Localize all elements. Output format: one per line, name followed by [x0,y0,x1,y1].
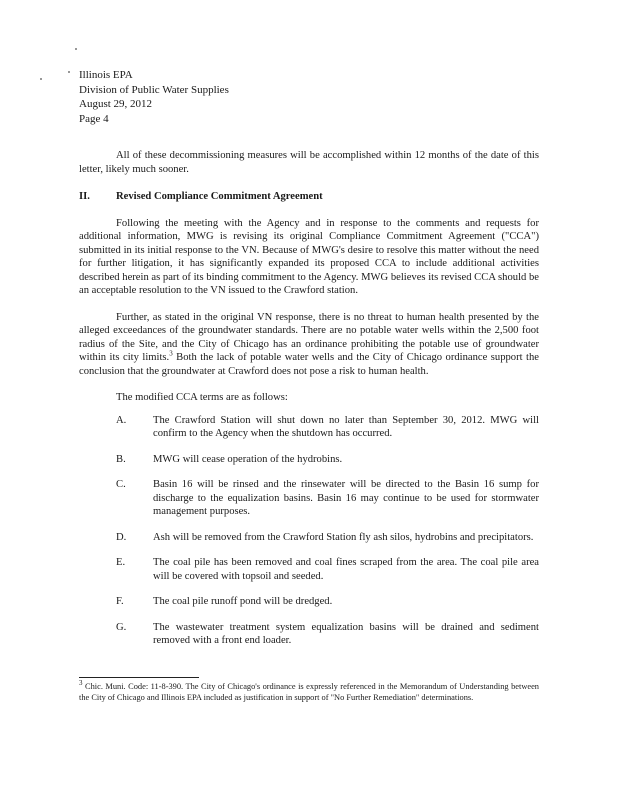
section-heading [79,190,539,204]
list-item-letter: G. [116,621,127,633]
footnote [79,681,539,703]
list-item-letter: B. [116,453,126,465]
list-item-letter: F. [116,596,124,607]
list-item [79,621,539,648]
list-intro: The modified CCA terms are as follows: [116,392,288,403]
list-item-text: Ash will be removed from the Crawford Station fly ash silos, hydrobins and precipitators. [153,531,534,543]
header-recipient: Illinois EPA [79,69,133,81]
paragraph-human-health-main: Further, as stated in the original VN response, there is no threat to human health presented by the alleged exceedances of the groundwater standards. There are no potable water wells within the 2,500 foot radius of the Site, and the City of Chicago has an ordinance prohibiting the potable use of groundwater within its city limits. [79,311,539,363]
section-title: Revised Compliance Commitment Agreement [116,191,323,202]
paragraph-decommissioning: All of these decommissioning measures will be accomplished within 12 months of the date of this letter, likely much sooner. [79,150,539,175]
list-item [79,595,539,609]
list-item [79,531,539,545]
list-item-text: The coal pile has been removed and coal fines scraped from the area. The coal pile area will be covered with topsoil and seeded. [153,557,539,582]
list-item-text: MWG will cease operation of the hydrobins. [153,453,343,465]
paragraph-human-health [79,311,539,379]
paragraph-human-health-tail: Both the lack of potable water wells and the City of Chicago ordinance support the conclusion that the groundwater at Crawford does not pose a risk to human health. [79,352,539,377]
list-item-letter: E. [116,557,126,568]
list-item-text: Basin 16 will be rinsed and the rinsewater will be directed to the Basin 16 sump for discharge to the equalization basins. Basin 16 may continue to be used for stormwater management purposes. [153,479,539,517]
header-page-number: Page 4 [79,112,109,125]
cca-terms-list [79,414,539,648]
paragraph-revised-cca: Following the meeting with the Agency and in response to the comments and requests for additional information, MWG is revising its original Compliance Commitment Agreement ("CCA") submitted in its initial response to the VN. Because of MWG's desire to resolve this matter without the need for further litigation, it has significantly expanded its proposed CCA to include additional activities described herein as part of its binding commitment to the Agency. MWG believes its revised CCA should be an acceptable resolution to the VN issued to the Crawford station. [79,217,539,296]
list-item [79,478,539,519]
list-item [79,414,539,441]
header-date: August 29, 2012 [79,98,153,110]
footnote-divider [79,677,199,678]
list-item-letter: D. [116,531,127,543]
list-item-letter: A. [116,414,127,426]
letter-body [79,149,539,660]
list-item-letter: C. [116,479,126,490]
section-number: II. [79,191,90,202]
scan-speck [40,78,42,80]
header-division: Division of Public Water Supplies [79,83,229,96]
list-item [79,556,539,583]
list-item-text: The wastewater treatment system equalization basins will be drained and sediment removed with a front end loader. [153,621,539,646]
footnote-text: Chic. Muni. Code: 11-8-390. The City of Chicago's ordinance is expressly referenced in the Memorandum of Understanding between the City of Chicago and Illinois EPA included as justification in support of "No Further Remediation" determinations. [79,682,539,702]
list-item-text: The coal pile runoff pond will be dredged. [153,596,333,607]
footnote-reference: 3 [169,349,173,358]
letter-header [79,68,229,126]
list-item-text: The Crawford Station will shut down no later than September 30, 2012. MWG will confirm to the Agency when the shutdown has occurred. [153,414,539,439]
footnote-marker: 3 [79,679,83,688]
list-item [79,453,539,467]
scan-speck [75,48,77,50]
scan-speck [68,71,70,73]
